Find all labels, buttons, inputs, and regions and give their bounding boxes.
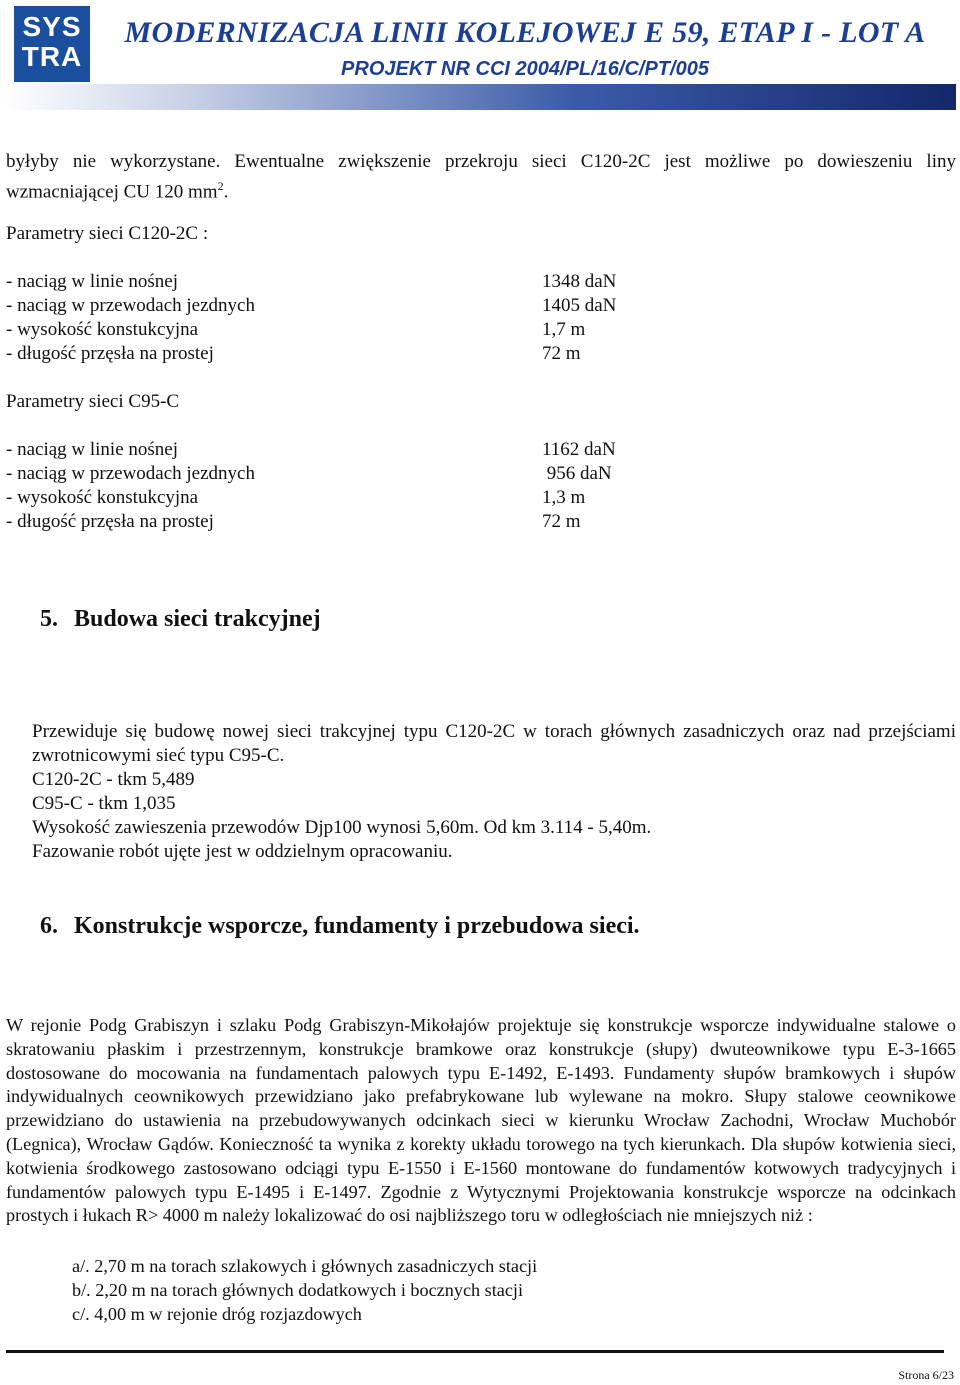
intro-period: . [223, 181, 229, 203]
section-number: 6. [40, 913, 58, 939]
param-value: 72 m [542, 511, 581, 532]
param-label: - naciąg w przewodach jezdnych [6, 295, 255, 316]
param-row [6, 318, 706, 342]
section-6-heading [40, 913, 640, 940]
param-label: - naciąg w przewodach jezdnych [6, 463, 255, 484]
param-row [6, 270, 706, 294]
param-row [6, 510, 706, 534]
page-header [0, 0, 960, 112]
section-5-line: Fazowanie robót ujęte jest w oddzielnym opracowaniu. [32, 841, 453, 862]
section-5-line: Wysokość zawieszenia przewodów Djp100 wynosi 5,60m. Od km 3.114 - 5,40m. [32, 817, 652, 838]
param-value: 1162 daN [542, 439, 616, 460]
header-gradient-band [4, 84, 956, 110]
param-row [6, 342, 706, 366]
param-value: 1,7 m [542, 319, 586, 340]
param-value: 1348 daN [542, 271, 617, 292]
intro-paragraph [6, 150, 956, 204]
section-5-heading [40, 606, 321, 633]
params-c95-title: Parametry sieci C95-C [6, 391, 180, 412]
intro-text: byłyby nie wykorzystane. Ewentualne zwiększenie przekroju sieci C120-2C jest możliwe po dowieszeniu liny wzmacniającej CU 120 mm [6, 151, 956, 203]
section-5-body [32, 720, 956, 864]
param-row [6, 438, 706, 462]
params-c95-list [6, 438, 706, 534]
param-row [6, 294, 706, 318]
section-number: 5. [40, 606, 58, 632]
param-label: - naciąg w linie nośnej [6, 439, 179, 460]
footer-rule [6, 1350, 944, 1353]
list-item: b/. 2,20 m na torach głównych dodatkowych i bocznych stacji [72, 1280, 524, 1300]
section-title: Budowa sieci trakcyjnej [74, 606, 321, 632]
logo-text-bottom: TRA [21, 41, 83, 72]
param-label: - długość przęsła na prostej [6, 343, 214, 364]
section-5-paragraph: Przewiduje się budowę nowej sieci trakcyjnej typu C120-2C w torach głównych zasadniczych oraz nad przejściami zwrotnicowymi sieć typu C95-C. [32, 721, 956, 766]
param-label: - wysokość konstukcyjna [6, 319, 199, 340]
param-value: 1405 daN [542, 295, 617, 316]
param-value: 956 daN [542, 463, 612, 484]
page-number: Strona 6/23 [898, 1368, 954, 1382]
intro-superscript: 2 [217, 179, 224, 193]
param-label: - wysokość konstukcyjna [6, 487, 199, 508]
param-label: - długość przęsła na prostej [6, 511, 214, 532]
param-label: - naciąg w linie nośnej [6, 271, 179, 292]
section-title: Konstrukcje wsporcze, fundamenty i przebudowa sieci. [74, 913, 640, 939]
param-row [6, 462, 706, 486]
section-5-line: C120-2C - tkm 5,489 [32, 769, 195, 790]
section-6-paragraph: W rejonie Podg Grabiszyn i szlaku Podg Grabiszyn-Mikołajów projektuje się konstrukcje wsporcze indywidualne stalowe o skratowaniu płaskim i przestrzennym, konstrukcje bramkowe oraz konstrukcje (słupy) dwuteownikowe typu E-3-1665 dostosowane do mocowania na fundamentach palowych typu E-1492, E-1493. Fundamenty słupów bramkowych i słupów indywidualnych ceownikowych przewidziano jako prefabrykowane lub wylewane na mokro. Słupy stalowe ceownikowe przewidziano do ustawienia na przebudowywanych odcinkach sieci w kierunku Wrocław Zachodni, Wrocław Muchobór (Legnica), Wrocław Gądów. Konieczność ta wynika z korekty układu torowego na tych kierunkach. Dla słupów kotwienia sieci, kotwienia środkowego zastosowano odciągi typu E-1550 i E-1560 montowane do fundamentów kotwowych tradycyjnych i fundamentów palowych typu E-1495 i E-1497. Zgodnie z Wytycznymi Projektowania konstrukcje wsporcze na odcinkach prostych i łukach R> 4000 m należy lokalizować do osi najbliższego toru w odległościach nie mniejszych niż : [6, 1015, 956, 1226]
params-c120-list [6, 270, 706, 366]
section-5-line: C95-C - tkm 1,035 [32, 793, 176, 814]
systra-logo [14, 6, 90, 82]
logo-text-top: SYS [22, 11, 82, 42]
params-c120-title: Parametry sieci C120-2C : [6, 223, 209, 244]
param-row [6, 486, 706, 510]
project-number: PROJEKT NR CCI 2004/PL/16/C/PT/005 [341, 58, 709, 80]
distance-list [72, 1254, 537, 1326]
list-item: a/. 2,70 m na torach szlakowych i głównych zasadniczych stacji [72, 1256, 538, 1276]
list-item: c/. 4,00 m w rejonie dróg rozjazdowych [72, 1304, 362, 1324]
document-title: MODERNIZACJA LINII KOLEJOWEJ E 59, ETAP I - LOT A [124, 16, 926, 49]
param-value: 72 m [542, 343, 581, 364]
param-value: 1,3 m [542, 487, 586, 508]
